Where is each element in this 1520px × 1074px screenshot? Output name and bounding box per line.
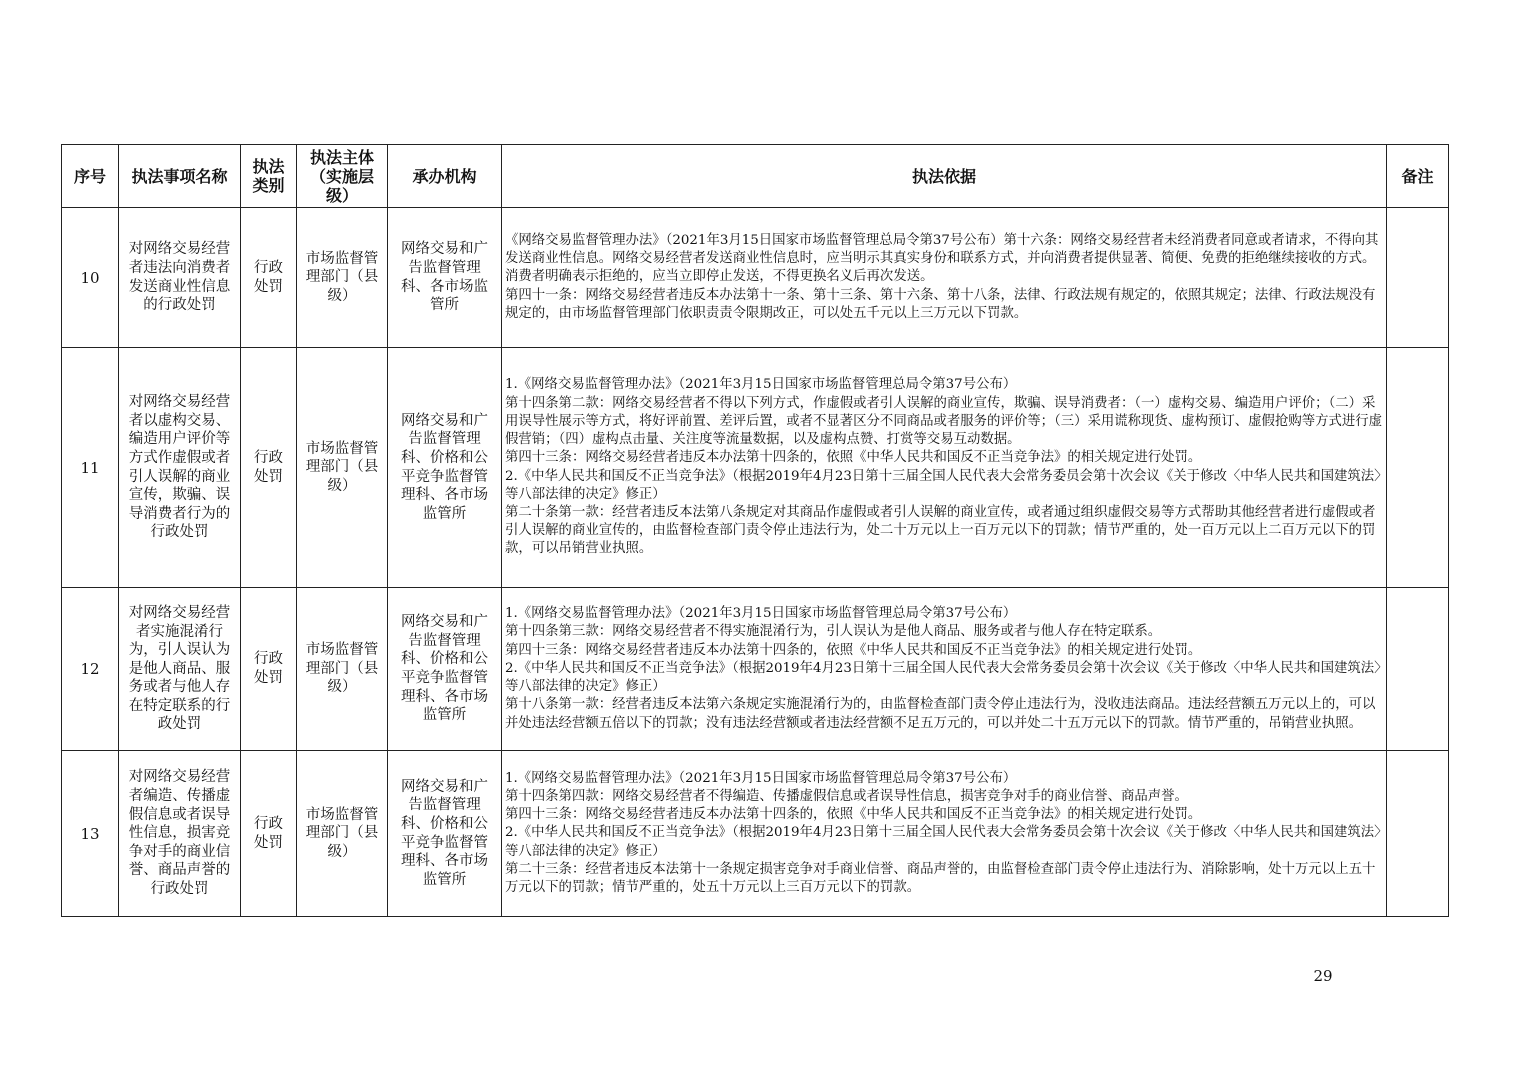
basis-paragraph: 第二十三条：经营者违反本法第十一条规定损害竞争对手商业信誉、商品声誉的，由监督检查部门责令停止违法行为、消除影响，处十万元以上五十万元以下的罚款；情节严重的，处五十万元以上三百万元以下的罚款。	[505, 861, 1376, 895]
row-category	[241, 348, 297, 588]
header-subject	[297, 145, 388, 208]
basis-paragraph: 第四十三条：网络交易经营者违反本办法第十四条的，依照《中华人民共和国反不正当竞争法》的相关规定进行处罚。	[505, 807, 1202, 823]
row-item-name: 对网络交易经营者以虚构交易、编造用户评价等方式作虚假或者引人误解的商业宣传，欺骗、误导消费者行为的行政处罚	[119, 348, 241, 588]
basis-paragraph: 1.《网络交易监督管理办法》（2021年3月15日国家市场监督管理总局令第37号公布）	[505, 606, 1017, 622]
basis-paragraph: 2.《中华人民共和国反不正当竞争法》（根据2019年4月23日第十三届全国人民代表大会常务委员会第十次会议《关于修改〈中华人民共和国建筑法〉等八部法律的决定》修正）	[505, 825, 1381, 859]
row-organ-label: 网络交易和广告监督管理科、价格和公平竞争监督管理科、各市场监管所	[401, 614, 488, 724]
row-category-label: 行政处罚	[254, 449, 283, 485]
header-category-label: 执法类别	[252, 157, 285, 195]
row-index: 13	[62, 751, 119, 917]
row-index: 11	[62, 348, 119, 588]
row-item-name: 对网络交易经营者实施混淆行为，引人误认为是他人商品、服务或者与他人存在特定联系的行政处罚	[119, 588, 241, 751]
row-index: 12	[62, 588, 119, 751]
basis-paragraph: 第四十一条：网络交易经营者违反本办法第十一条、第十三条、第十六条、第十八条，法律、行政法规有规定的，依照其规定；法律、行政法规没有规定的，由市场监督管理部门依职责责令限期改正，可以处五千元以上三万元以下罚款。	[505, 287, 1376, 321]
row-subject	[297, 348, 388, 588]
row-remarks	[1387, 348, 1449, 588]
basis-paragraph: 1.《网络交易监督管理办法》（2021年3月15日国家市场监督管理总局令第37号公布）	[505, 770, 1017, 786]
row-subject-label: 市场监督管理部门（县级）	[305, 642, 379, 696]
row-basis	[502, 751, 1387, 917]
header-subject-label: 执法主体（实施层级）	[309, 147, 374, 205]
basis-paragraph: 第四十三条：网络交易经营者违反本办法第十四条的，依照《中华人民共和国反不正当竞争法》的相关规定进行处罚。	[505, 450, 1202, 466]
table-row	[62, 348, 1449, 588]
header-organ: 承办机构	[388, 145, 502, 208]
basis-paragraph: 第十四条第四款：网络交易经营者不得编造、传播虚假信息或者误导性信息，损害竞争对手的商业信誉、商品声誉。	[505, 788, 1188, 804]
row-index: 10	[62, 208, 119, 348]
basis-paragraph: 第十四条第三款：网络交易经营者不得实施混淆行为，引人误认为是他人商品、服务或者与他人存在特定联系。	[505, 624, 1162, 640]
basis-paragraph: 《网络交易监督管理办法》（2021年3月15日国家市场监督管理总局令第37号公布）第十六条：网络交易经营者未经消费者同意或者请求，不得向其发送商业性信息。网络交易经营者发送商业性信息时，应当明示其真实身份和联系方式，并向消费者提供显著、简便、免费的拒绝继续接收的方式。消费者明确表示拒绝的，应当立即停止发送，不得更换名义后再次发送。	[505, 232, 1379, 285]
table-header-row	[62, 145, 1449, 208]
row-subject	[297, 588, 388, 751]
row-category	[241, 751, 297, 917]
table-row	[62, 208, 1449, 348]
basis-paragraph: 2.《中华人民共和国反不正当竞争法》（根据2019年4月23日第十三届全国人民代表大会常务委员会第十次会议《关于修改〈中华人民共和国建筑法〉等八部法律的决定》修正）	[505, 468, 1381, 502]
row-subject-label: 市场监督管理部门（县级）	[305, 806, 379, 860]
table-row	[62, 751, 1449, 917]
row-remarks	[1387, 751, 1449, 917]
row-category-label: 行政处罚	[254, 259, 283, 295]
row-category-label: 行政处罚	[254, 651, 283, 686]
row-remarks	[1387, 208, 1449, 348]
row-basis	[502, 348, 1387, 588]
basis-paragraph: 2.《中华人民共和国反不正当竞争法》（根据2019年4月23日第十三届全国人民代表大会常务委员会第十次会议《关于修改〈中华人民共和国建筑法〉等八部法律的决定》修正）	[505, 660, 1381, 695]
header-index: 序号	[62, 145, 119, 208]
row-subject	[297, 751, 388, 917]
row-basis	[502, 588, 1387, 751]
row-organ	[388, 588, 502, 751]
row-organ	[388, 751, 502, 917]
basis-paragraph: 第四十三条：网络交易经营者违反本办法第十四条的，依照《中华人民共和国反不正当竞争法》的相关规定进行处罚。	[505, 642, 1202, 658]
row-organ	[388, 208, 502, 348]
row-category	[241, 588, 297, 751]
basis-paragraph: 第十八条第一款：经营者违反本法第六条规定实施混淆行为的，由监督检查部门责令停止违法行为，没收违法商品。违法经营额五万元以上的，可以并处违法经营额五倍以下的罚款；没有违法经营额或者违法经营额不足五万元的，可以并处二十五万元以下的罚款。情节严重的，吊销营业执照。	[505, 697, 1376, 731]
row-item-name: 对网络交易经营者编造、传播虚假信息或者误导性信息，损害竞争对手的商业信誉、商品声誉的行政处罚	[119, 751, 241, 917]
row-subject	[297, 208, 388, 348]
row-basis	[502, 208, 1387, 348]
header-basis: 执法依据	[502, 145, 1387, 208]
row-item-name: 对网络交易经营者违法向消费者发送商业性信息的行政处罚	[119, 208, 241, 348]
row-organ-label: 网络交易和广告监督管理科、价格和公平竞争监督管理科、各市场监管所	[401, 778, 488, 888]
row-category	[241, 208, 297, 348]
row-organ	[388, 348, 502, 588]
row-subject-label: 市场监督管理部门（县级）	[305, 250, 379, 304]
row-remarks	[1387, 588, 1449, 751]
table-row	[62, 588, 1449, 751]
basis-paragraph: 第十四条第二款：网络交易经营者不得以下列方式，作虚假或者引人误解的商业宣传，欺骗、误导消费者：（一）虚构交易、编造用户评价；（二）采用误导性展示等方式，将好评前置、差评后置，或者不显著区分不同商品或者服务的评价等；（三）采用谎称现货、虚构预订、虚假抢购等方式进行虚假营销；（四）虚构点击量、关注度等流量数据，以及虚构点赞、打赏等交易互动数据。	[505, 395, 1383, 448]
page-number: 29	[1313, 967, 1333, 985]
header-item-name: 执法事项名称	[119, 145, 241, 208]
header-remarks: 备注	[1387, 145, 1449, 208]
row-category-label: 行政处罚	[254, 815, 283, 851]
row-organ-label: 网络交易和广告监督管理科、各市场监管所	[401, 241, 488, 314]
basis-paragraph: 第二十条第一款：经营者违反本法第八条规定对其商品作虚假或者引人误解的商业宣传，或者通过组织虚假交易等方式帮助其他经营者进行虚假或者引人误解的商业宣传的，由监督检查部门责令停止违法行为，处二十万元以上一百万元以下的罚款；情节严重的，处一百万元以上二百万元以下的罚款，可以吊销营业执照。	[505, 504, 1376, 557]
enforcement-items-table	[61, 144, 1449, 917]
row-subject-label: 市场监督管理部门（县级）	[305, 440, 379, 494]
basis-paragraph: 1.《网络交易监督管理办法》（2021年3月15日国家市场监督管理总局令第37号公布）	[505, 377, 1017, 393]
header-category	[241, 145, 297, 208]
row-organ-label: 网络交易和广告监督管理科、价格和公平竞争监督管理科、各市场监管所	[401, 412, 488, 522]
